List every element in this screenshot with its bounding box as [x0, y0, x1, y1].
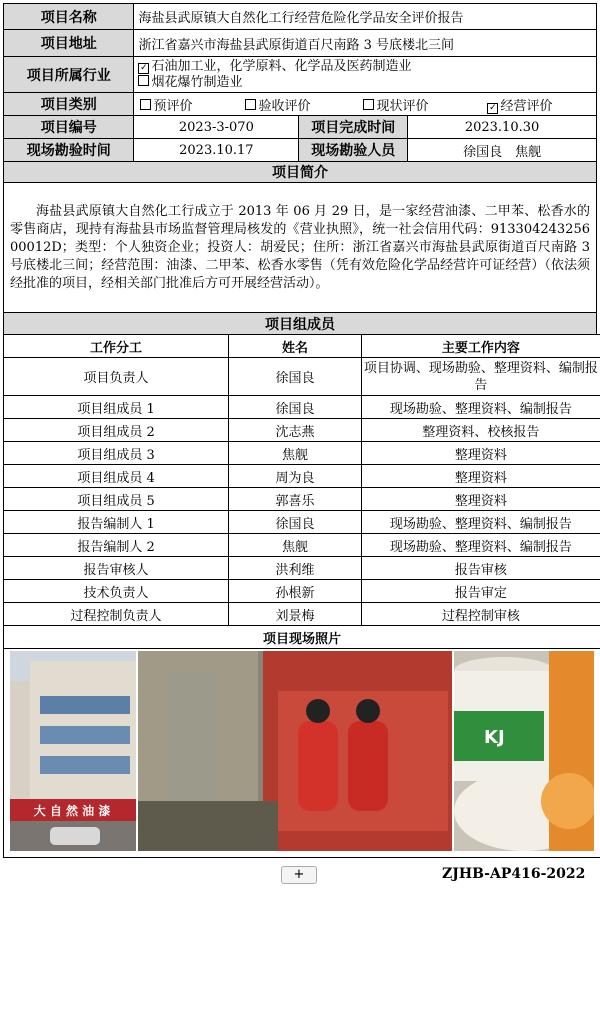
type-label: 项目类别 [4, 93, 134, 116]
paint-brand: KJ [484, 727, 505, 748]
table-row [4, 358, 600, 396]
member-name: 徐国良 [229, 358, 362, 396]
member-role: 报告编制人 1 [4, 511, 229, 534]
table-row [4, 396, 600, 419]
checkbox-icon[interactable] [140, 99, 151, 110]
member-duty: 现场勘验、整理资料、编制报告 [361, 396, 600, 419]
member-name: 周为良 [229, 465, 362, 488]
table-row [4, 580, 600, 603]
member-name: 郭喜乐 [229, 488, 362, 511]
industry-label: 项目所属行业 [4, 57, 134, 93]
member-role: 项目组成员 3 [4, 442, 229, 465]
type-option-pre[interactable]: 预评价 [134, 95, 245, 114]
table-row [4, 419, 600, 442]
members-title: 项目组成员 [4, 313, 597, 335]
info-table [3, 3, 597, 335]
member-name: 徐国良 [229, 511, 362, 534]
survey-staff: 徐国良 焦舰 [408, 139, 597, 162]
member-name: 焦舰 [229, 442, 362, 465]
project-number: 2023-3-070 [134, 116, 299, 139]
members-table [3, 334, 600, 858]
table-row [4, 603, 600, 626]
member-rows [4, 358, 600, 626]
member-name: 沈志燕 [229, 419, 362, 442]
intro-title: 项目简介 [4, 162, 597, 183]
project-address: 浙江省嘉兴市海盐县武原街道百尺南路 3 号底楼北三间 [134, 30, 597, 57]
member-duty: 现场勘验、整理资料、编制报告 [361, 511, 600, 534]
member-duty: 项目协调、现场勘验、整理资料、编制报告 [361, 358, 600, 396]
intro-text: 海盐县武原镇大自然化工行成立于 2013 年 06 月 29 日，是一家经营油漆、二甲苯、松香水的零售商店，现持有海盐县市场监督管理局核发的《营业执照》，统一社会信用代码：91330424325600012D；类型：个人独资企业；投资人：胡爱民；住所：浙江省嘉兴市海盐县武原街道百尺南路 3 号底楼北三间；经营范围：油漆、二甲苯、松香水零售（凭有效危险化学品经营许可证经营）（依法须经批准的项目，经相关部门批准后方可开展经营活动）。 [10, 204, 590, 291]
member-name: 刘景梅 [229, 603, 362, 626]
complete-time-label: 项目完成时间 [299, 116, 408, 139]
industry-option-1[interactable]: ✓ 石油加工业，化学原料、化学品及医药制造业 [140, 58, 412, 74]
paint-buckets-photo [454, 651, 594, 851]
checkbox-checked-icon[interactable]: ✓ [489, 102, 497, 113]
member-role: 报告编制人 2 [4, 534, 229, 557]
table-row [4, 511, 600, 534]
member-duty: 整理资料、校核报告 [361, 419, 600, 442]
project-number-label: 项目编号 [4, 116, 134, 139]
checkbox-icon[interactable] [138, 75, 149, 86]
checkbox-checked-icon[interactable]: ✓ [140, 62, 148, 73]
table-row [4, 534, 600, 557]
type-option-status[interactable]: 现状评价 [363, 95, 487, 114]
table-row [4, 465, 600, 488]
member-role: 项目组成员 5 [4, 488, 229, 511]
header-role: 工作分工 [4, 335, 229, 358]
header-duty: 主要工作内容 [361, 335, 600, 358]
project-address-label: 项目地址 [4, 30, 134, 57]
header-name: 姓名 [229, 335, 362, 358]
member-name: 洪利维 [229, 557, 362, 580]
member-duty: 报告审核 [361, 557, 600, 580]
project-name: 海盐县武原镇大自然化工行经营危险化学品安全评价报告 [134, 4, 597, 30]
member-name: 徐国良 [229, 396, 362, 419]
member-duty: 整理资料 [361, 465, 600, 488]
member-role: 过程控制负责人 [4, 603, 229, 626]
type-options [134, 93, 597, 116]
photos-title: 项目现场照片 [4, 626, 600, 649]
storefront-sign: 大 自 然 油 漆 [33, 804, 111, 818]
expand-button[interactable]: + [281, 866, 317, 884]
member-duty: 整理资料 [361, 442, 600, 465]
member-name: 孙根新 [229, 580, 362, 603]
type-option-acceptance[interactable]: 验收评价 [245, 95, 363, 114]
complete-time: 2023.10.30 [408, 116, 597, 139]
project-name-label: 项目名称 [4, 4, 134, 30]
member-name: 焦舰 [229, 534, 362, 557]
member-role: 技术负责人 [4, 580, 229, 603]
member-duty: 现场勘验、整理资料、编制报告 [361, 534, 600, 557]
document-code: ZJHB-AP416-2022 [442, 866, 586, 882]
member-role: 项目组成员 1 [4, 396, 229, 419]
member-duty: 整理资料 [361, 488, 600, 511]
survey-time-label: 现场勘验时间 [4, 139, 134, 162]
photo-strip [4, 649, 600, 858]
type-option-business[interactable]: ✓ 经营评价 [489, 98, 553, 114]
table-row [4, 488, 600, 511]
table-row [4, 557, 600, 580]
member-duty: 报告审定 [361, 580, 600, 603]
industry-options [134, 57, 597, 93]
member-role: 项目负责人 [4, 358, 229, 396]
storefront-photo [10, 651, 136, 851]
intro-text-cell [4, 183, 597, 313]
table-row [4, 442, 600, 465]
member-role: 报告审核人 [4, 557, 229, 580]
checkbox-icon[interactable] [363, 99, 374, 110]
member-duty: 过程控制审核 [361, 603, 600, 626]
checkbox-icon[interactable] [245, 99, 256, 110]
fire-extinguisher-photo [138, 651, 452, 851]
member-role: 项目组成员 4 [4, 465, 229, 488]
industry-option-2[interactable]: 烟花爆竹制造业 [138, 75, 596, 91]
survey-staff-label: 现场勘验人员 [299, 139, 408, 162]
member-role: 项目组成员 2 [4, 419, 229, 442]
survey-time: 2023.10.17 [134, 139, 299, 162]
